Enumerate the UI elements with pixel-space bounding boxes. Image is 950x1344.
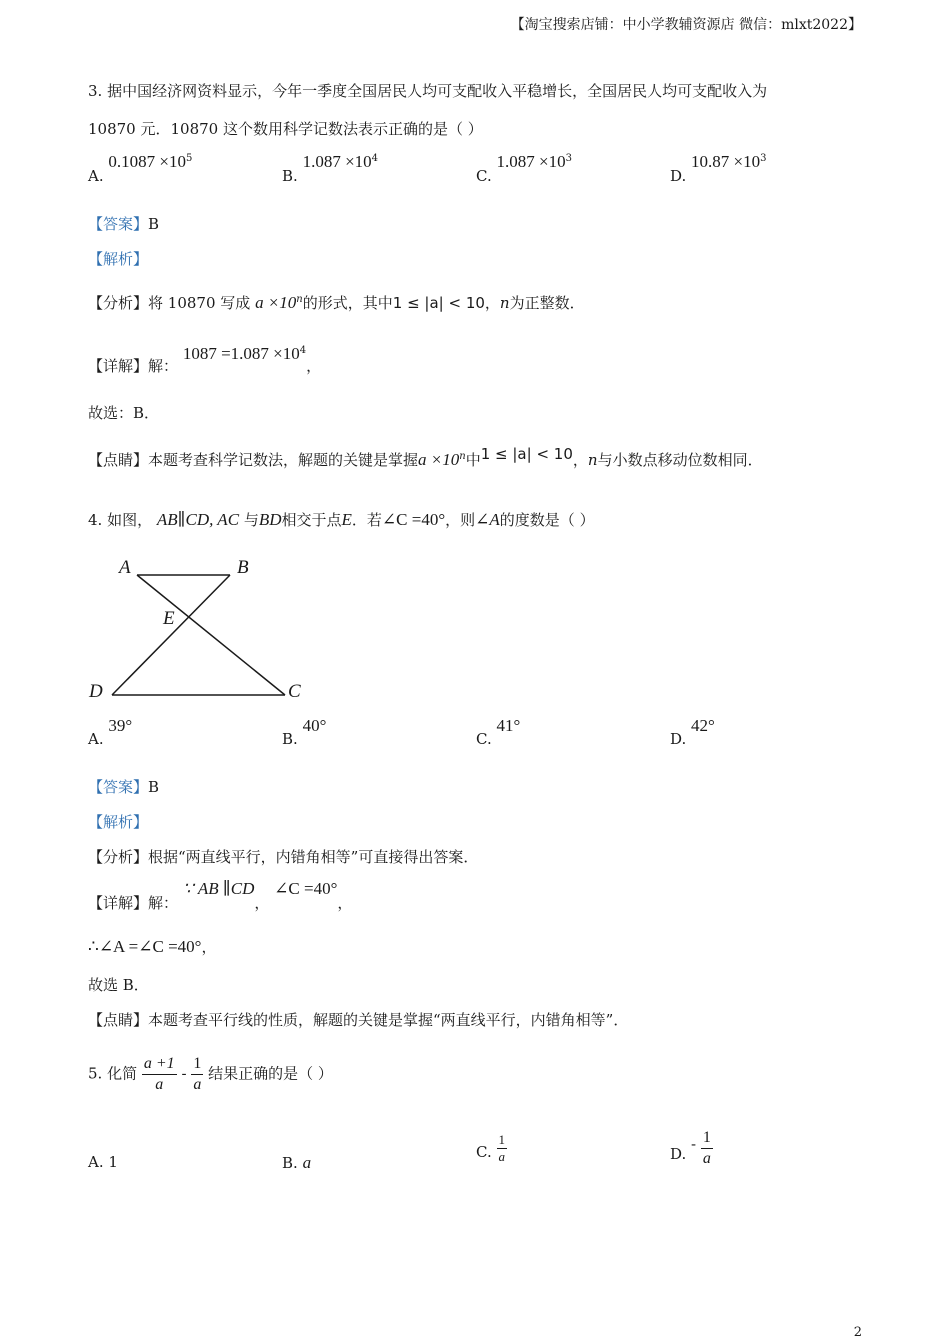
stem-text: ．若: [351, 511, 382, 529]
fenxi-inequality: 1 ≤ |a| < 10: [392, 294, 485, 312]
dianjing-exp: n: [459, 451, 466, 462]
fenxi-text: 为正整数．: [509, 294, 585, 312]
stem-math: E: [341, 510, 352, 529]
q4-option-b[interactable]: [282, 716, 327, 748]
q3-stem-line1: 3. 据中国经济网资料显示，今年一季度全国居民人均可支配收入平稳增长，全国居民人均可支配收入为: [88, 82, 768, 100]
therefore-math: ∴∠A =∠C =40°: [88, 937, 202, 956]
option-exp: 3: [565, 153, 572, 164]
therefore-text: ，: [201, 938, 217, 956]
stem-text: 4. 如图，: [88, 511, 153, 529]
option-value: 42°: [691, 716, 715, 735]
option-math: 1.087 ×10: [302, 152, 372, 171]
segment-bd: [112, 575, 230, 695]
q3-analysis-tag: 【解析】: [88, 250, 149, 268]
option-label: B.: [282, 1154, 298, 1172]
q3-option-d[interactable]: [670, 152, 767, 185]
dianjing-tag: 【点睛】: [88, 451, 149, 469]
segment-ac: [137, 575, 285, 695]
stem-math: BD: [258, 510, 282, 529]
xiangjie-tag: 【详解】: [88, 357, 149, 375]
stem-text: ，则: [445, 511, 476, 529]
q3-option-a[interactable]: [88, 152, 193, 185]
q3-fenxi: [88, 292, 585, 313]
option-exp: 5: [185, 153, 193, 164]
option-math: 1.087 ×10: [496, 152, 566, 171]
option-label: A.: [88, 167, 104, 185]
fenxi-text: 的形式，其中: [302, 294, 393, 312]
point-label-d: D: [89, 681, 103, 702]
option-label: D.: [670, 730, 687, 748]
xiangjie-text: ，: [254, 894, 270, 912]
option-math: 0.1087 ×10: [108, 152, 186, 171]
q4-stem: [88, 509, 595, 530]
point-label-e: E: [163, 608, 175, 629]
xiangjie-text: 解：: [148, 894, 179, 912]
fenxi-tag: 【分析】: [88, 848, 149, 866]
option-math: 10.87 ×10: [691, 152, 761, 171]
fraction-1-over-a: [191, 1054, 203, 1095]
xiangjie-exp: 4: [299, 345, 307, 356]
option-value: 1: [108, 1153, 118, 1171]
fraction-denominator: a: [702, 1150, 711, 1167]
option-value: 40°: [302, 716, 327, 735]
q3-option-c[interactable]: [476, 152, 572, 185]
fenxi-text: 将 10870 写成: [148, 294, 251, 312]
q4-option-c[interactable]: [476, 716, 521, 748]
fenxi-text: 根据“两直线平行，内错角相等”可直接得出答案．: [148, 848, 479, 866]
fraction-denominator: a: [193, 1076, 202, 1093]
option-label: C.: [476, 167, 492, 185]
xiangjie-math: ∠C =40°: [274, 879, 338, 898]
option-value: 39°: [108, 716, 133, 735]
option-label: B.: [282, 730, 298, 748]
dianjing-inequality: 1 ≤ |a| < 10: [480, 445, 573, 463]
option-value: 41°: [496, 716, 521, 735]
q3-stem-line2: 10870 元．10870 这个数用科学记数法表示正确的是（ ）: [88, 120, 483, 138]
option-exp: 3: [760, 153, 767, 164]
xiangjie-math: ∵ AB ∥CD: [182, 879, 255, 898]
option-sign: -: [691, 1134, 697, 1153]
fraction-denominator: a: [498, 1149, 505, 1164]
stem-math: ∠A: [475, 510, 500, 529]
stem-math: ∠C =40°: [381, 510, 446, 529]
q3-dianjing: [88, 445, 763, 470]
option-label: C.: [476, 730, 492, 748]
fenxi-text: ，: [484, 294, 500, 312]
q4-dianjing: [88, 1009, 628, 1030]
q4-xiangjie: [88, 878, 353, 912]
option-label: A.: [88, 1153, 104, 1171]
fraction-numerator: 1: [191, 1054, 203, 1075]
stem-text: 的度数是（ ）: [499, 511, 595, 529]
fenxi-math: a ×10: [255, 293, 297, 312]
dianjing-text: 与小数点移动位数相同．: [597, 451, 763, 469]
xiangjie-text: ，: [306, 357, 322, 375]
q4-therefore: [88, 936, 216, 957]
q5-option-b[interactable]: [282, 1153, 311, 1173]
q3-xiangjie: [88, 343, 322, 375]
xiangjie-text: 解：: [148, 357, 179, 375]
answer-value: B: [148, 215, 160, 233]
option-label: A.: [88, 730, 104, 748]
fenxi-n: n: [499, 294, 510, 312]
q5-option-c[interactable]: [476, 1132, 507, 1165]
q4-guxuan: 故选 B．: [88, 976, 149, 994]
geometry-figure: [80, 550, 320, 710]
option-label: D.: [670, 167, 687, 185]
fraction-a-plus-1-over-a: [142, 1054, 177, 1095]
fraction-denominator: a: [155, 1076, 164, 1093]
answer-tag: 【答案】: [88, 778, 149, 796]
fenxi-exp: n: [296, 294, 303, 305]
point-label-a: A: [119, 557, 131, 578]
dianjing-text: 本题考查平行线的性质，解题的关键是掌握“两直线平行，内错角相等”．: [148, 1011, 629, 1029]
fraction-numerator: 1: [498, 1132, 505, 1147]
dianjing-text: 本题考查科学记数法，解题的关键是掌握: [148, 451, 419, 469]
fraction-numerator: 1: [701, 1128, 713, 1149]
q5-stem: [88, 1054, 333, 1095]
stem-text: 与: [243, 511, 259, 529]
option-label: D.: [670, 1144, 687, 1163]
option-fraction: [701, 1128, 713, 1169]
answer-tag: 【答案】: [88, 215, 149, 233]
dianjing-n: n: [587, 451, 598, 469]
minus-sign: -: [181, 1064, 187, 1083]
q5-option-a[interactable]: [88, 1153, 118, 1171]
stem-text: 结果正确的是（ ）: [208, 1064, 333, 1083]
q4-option-d[interactable]: [670, 716, 715, 748]
q3-answer: [88, 213, 159, 234]
q4-fenxi: [88, 846, 478, 867]
option-value: a: [302, 1153, 312, 1172]
point-label-b: B: [237, 557, 249, 578]
dianjing-text: ，: [572, 451, 588, 469]
page-header: 【淘宝搜索店铺：中小学教辅资源店 微信：mlxt2022】: [510, 17, 862, 33]
stem-math: AB∥CD, AC: [156, 510, 240, 529]
fenxi-tag: 【分析】: [88, 294, 149, 312]
stem-text: 5. 化简: [88, 1064, 138, 1083]
option-label: C.: [476, 1142, 492, 1161]
stem-text: 相交于点: [281, 511, 342, 529]
point-label-c: C: [288, 681, 301, 702]
option-fraction: [497, 1132, 508, 1165]
option-label: B.: [282, 167, 298, 185]
xiangjie-text: ，: [337, 894, 353, 912]
q4-option-a[interactable]: [88, 716, 133, 748]
dianjing-math: a ×10: [418, 450, 460, 469]
answer-value: B: [148, 778, 160, 796]
q4-analysis-tag: 【解析】: [88, 813, 149, 831]
xiangjie-tag: 【详解】: [88, 894, 149, 912]
page-number: 2: [853, 1325, 862, 1340]
q3-guxuan: 故选：B．: [88, 404, 160, 422]
q4-answer: [88, 776, 159, 797]
dianjing-tag: 【点睛】: [88, 1011, 149, 1029]
q3-option-b[interactable]: [282, 152, 379, 185]
dianjing-text: 中: [465, 451, 481, 469]
option-exp: 4: [371, 153, 379, 164]
fraction-numerator: a +1: [142, 1054, 177, 1075]
xiangjie-math: 1087 =1.087 ×10: [182, 344, 300, 363]
q5-option-d[interactable]: [670, 1128, 713, 1169]
